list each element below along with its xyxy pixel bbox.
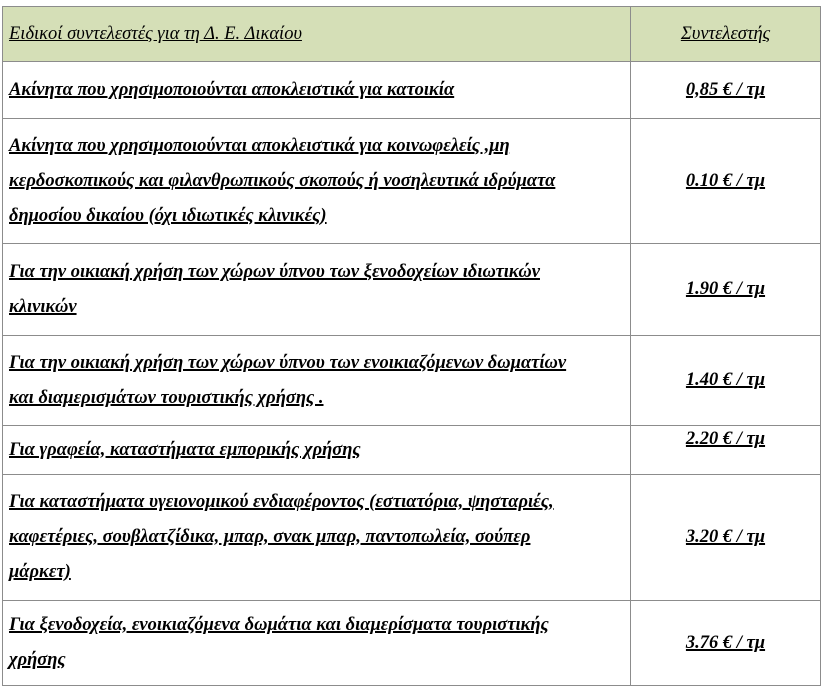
row-description-line: κερδοσκοπικούς και φιλανθρωπικούς σκοπούς ή νοσηλευτικά ιδρύματα (9, 170, 556, 191)
row-rate: 0,85 € / τμ (631, 62, 821, 119)
row-description (3, 119, 631, 244)
row-description (3, 426, 631, 475)
header-description: Ειδικοί συντελεστές για τη Δ. Ε. Δικαίου (3, 7, 631, 62)
row-description (3, 336, 631, 426)
row-rate: 1.40 € / τμ (631, 336, 821, 426)
row-description-line: χρήσης (9, 650, 66, 670)
row-description (3, 601, 631, 686)
row-description-line: Ακίνητα που χρησιμοποιούνται αποκλειστικά για κοινωφελείς ,μη (9, 135, 510, 156)
table-row (3, 601, 821, 686)
row-description-line: δημοσίου δικαίου (όχι ιδιωτικές κλινικές) (9, 205, 327, 226)
row-description (3, 62, 631, 119)
table-row (3, 475, 821, 601)
row-description-line: Για καταστήματα υγειονομικού ενδιαφέροντος (εστιατόρια, ψησταριές, (9, 492, 554, 512)
row-description (3, 244, 631, 336)
row-description-line: Για την οικιακή χρήση των χώρων ύπνου των ξενοδοχείων ιδιωτικών (9, 261, 540, 282)
row-description-line: Για γραφεία, καταστήματα εμπορικής χρήσης (9, 439, 361, 460)
header-rate: Συντελεστής (631, 7, 821, 62)
table-header-row (3, 7, 821, 62)
row-rate: 0.10 € / τμ (631, 119, 821, 244)
table-row (3, 336, 821, 426)
row-rate: 1.90 € / τμ (631, 244, 821, 336)
row-description-line: και διαμερισμάτων τουριστικής χρήσης . (9, 387, 324, 408)
row-description-line: Ακίνητα που χρησιμοποιούνται αποκλειστικά για κατοικία (9, 79, 455, 100)
table-row (3, 119, 821, 244)
rates-table (2, 6, 821, 686)
row-rate: 3.20 € / τμ (631, 475, 821, 601)
row-description-line: μάρκετ) (9, 562, 71, 582)
row-rate: 2.20 € / τμ (631, 426, 821, 475)
row-description-line: Για ξενοδοχεία, ενοικιαζόμενα δωμάτια και διαμερίσματα τουριστικής (9, 615, 549, 635)
row-description (3, 475, 631, 601)
row-description-line: καφετέριες, σουβλατζίδικα, μπαρ, σνακ μπαρ, παντοπωλεία, σούπερ (9, 527, 531, 547)
table-row (3, 62, 821, 119)
row-description-line: Για την οικιακή χρήση των χώρων ύπνου των ενοικιαζόμενων δωματίων (9, 352, 567, 373)
table-row (3, 244, 821, 336)
row-description-line: κλινικών (9, 296, 77, 317)
table-row (3, 426, 821, 475)
row-rate: 3.76 € / τμ (631, 601, 821, 686)
